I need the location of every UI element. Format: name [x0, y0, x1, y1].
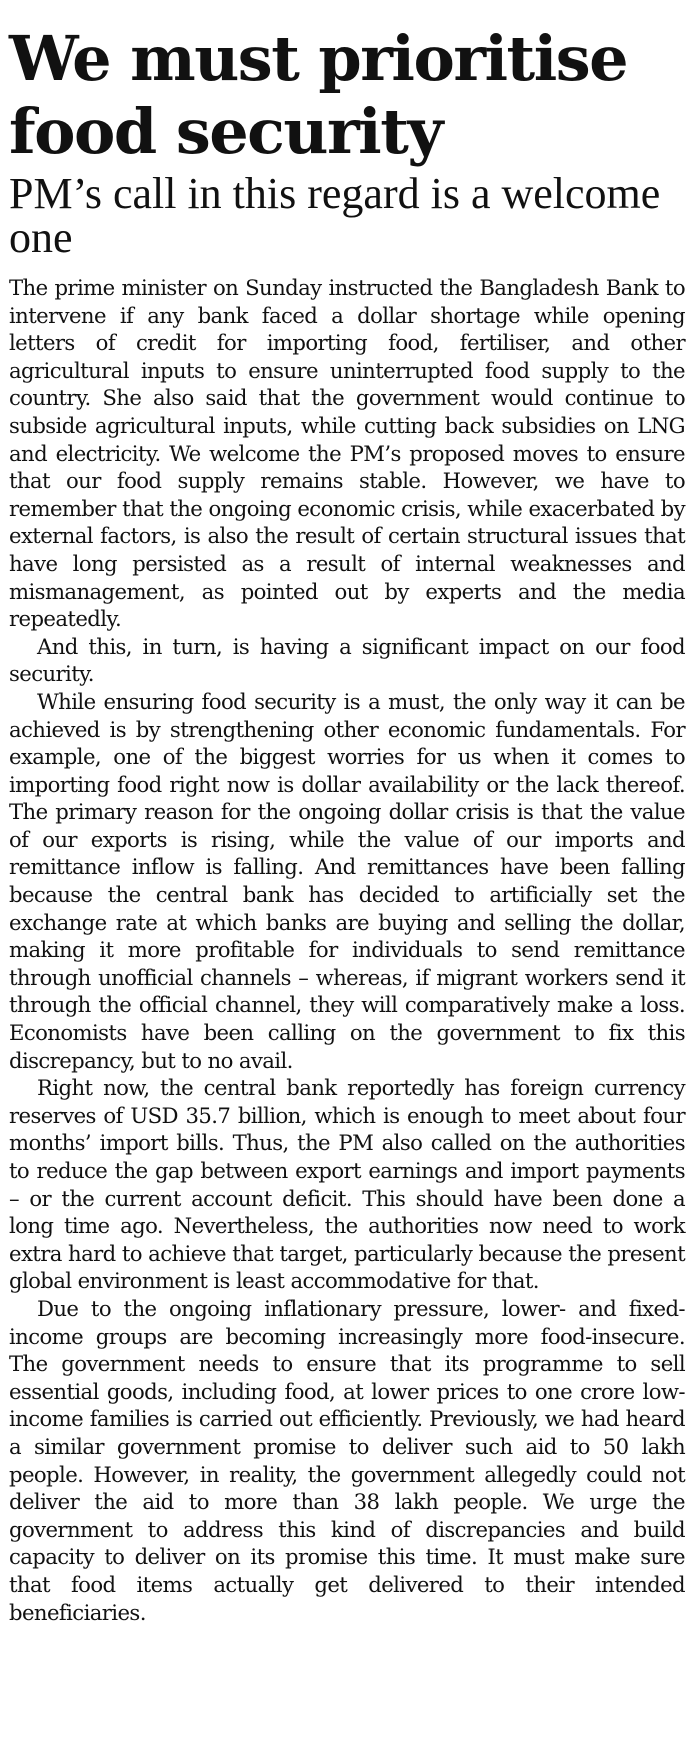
paragraph-2: And this, in turn, is having a significant impact on our food security.	[9, 633, 685, 687]
paragraph-1: The prime minister on Sunday instructed the Bangladesh Bank to intervene if any bank faced a dollar shortage while opening letters of credit for importing food, fertiliser, and other agricultural inputs to ensure uninterrupted food supply to the country. She also said that the government would continue to subside agricultural inputs, while cutting back subsidies on LNG and electricity. We welcome the PM’s proposed moves to ensure that our food supply remains stable. However, we have to remember that the ongoing economic crisis, while exacerbated by external factors, is also the result of certain structural issues that have long persisted as a result of internal weaknesses and mismanagement, as pointed out by experts and the media repeatedly.	[9, 275, 685, 632]
subheadline: PM’s call in this regard is a welcome one	[9, 169, 661, 262]
headline: We must prioritise food security	[9, 22, 628, 168]
article-body	[9, 274, 685, 1626]
editorial-article	[9, 0, 685, 1626]
paragraph-3: While ensuring food security is a must, the only way it can be achieved is by strengthening other economic fundamentals. For example, one of the biggest worries for us when it comes to importing food right now is dollar availability or the lack thereof. The primary reason for the ongoing dollar crisis is that the value of our exports is rising, while the value of our imports and remittance inflow is falling. And remittances have been falling because the central bank has decided to artificially set the exchange rate at which banks are buying and selling the dollar, making it more profitable for individuals to send remittance through unofficial channels – whereas, if migrant workers send it through the official channel, they will comparatively make a loss. Economists have been calling on the government to fix this discrepancy, but to no avail.	[9, 688, 685, 1073]
paragraph-4: Right now, the central bank reportedly has foreign currency reserves of USD 35.7 billion, which is enough to meet about four months’ import bills. Thus, the PM also called on the authorities to reduce the gap between export earnings and import payments – or the current account deficit. This should have been done a long time ago. Nevertheless, the authorities now need to work extra hard to achieve that target, particularly because the present global environment is least accommodative for that.	[9, 1075, 685, 1294]
paragraph-5: Due to the ongoing inflationary pressure, lower- and fixed-income groups are becoming increasingly more food-insecure. The government needs to ensure that its programme to sell essential goods, including food, at lower prices to one crore low-income families is carried out efficiently. Previously, we had heard a similar government promise to deliver such aid to 50 lakh people. However, in reality, the government allegedly could not deliver the aid to more than 38 lakh people. We urge the government to address this kind of discrepancies and build capacity to deliver on its promise this time. It must make sure that food items actually get delivered to their intended beneficiaries.	[9, 1295, 685, 1625]
